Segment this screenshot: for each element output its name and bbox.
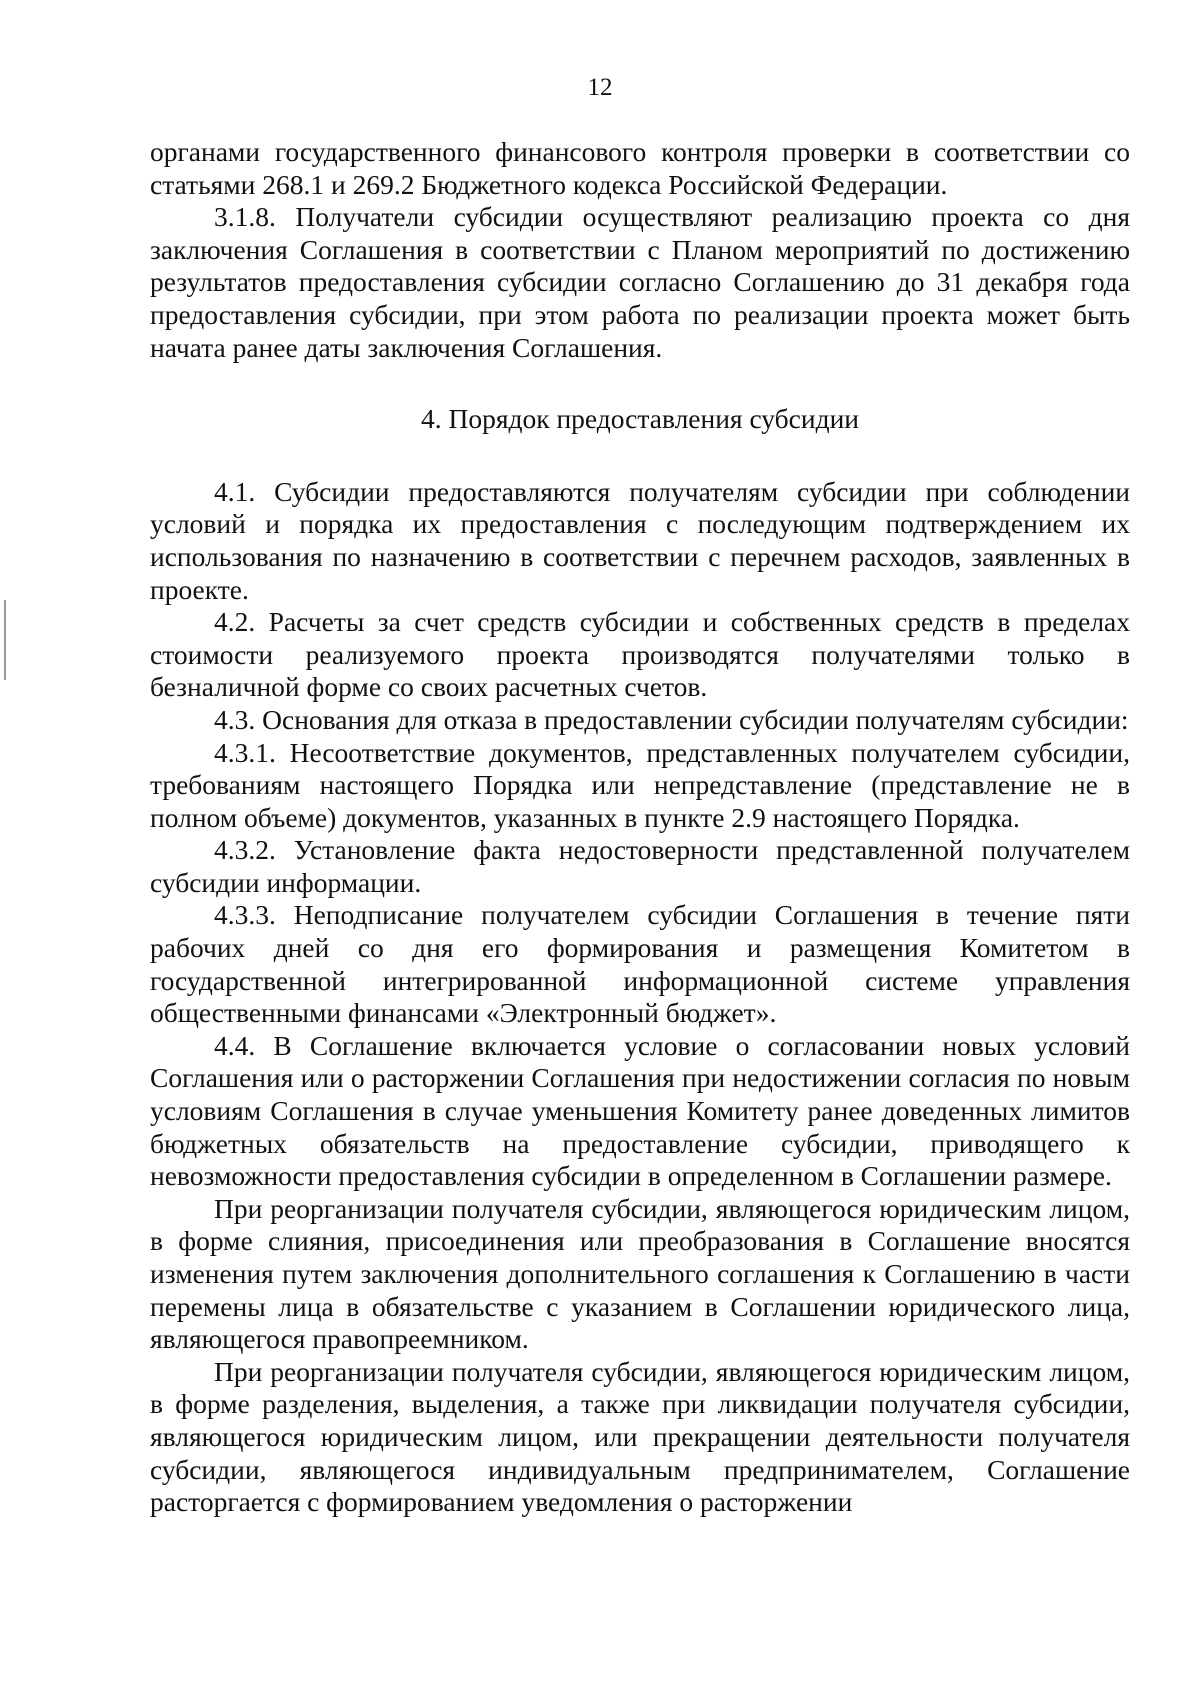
page-number: 12 (587, 74, 613, 101)
paragraph-4-2: 4.2. Расчеты за счет средств субсидии и собственных средств в пределах стоимости реализуемого проекта производятся получателями только в безналичной форме со своих расчетных счетов. (150, 606, 1130, 703)
paragraph-4-3-3: 4.3.3. Неподписание получателем субсидии Соглашения в течение пяти рабочих дней со дня его формирования и размещения Комитетом в государственной интегрированной информационной системе управления общественными финансами «Электронный бюджет». (150, 899, 1130, 1029)
paragraph-4-3-2: 4.3.2. Установление факта недостоверности представленной получателем субсидии информации. (150, 834, 1130, 898)
paragraph-reorganization-merger: При реорганизации получателя субсидии, являющегося юридическим лицом, в форме слияния, присоединения или преобразования в Соглашение вносятся изменения путем заключения дополнительного соглашения к Соглашению в части перемены лица в обязательстве с указанием в Соглашении юридического лица, являющегося правопреемником. (150, 1192, 1130, 1355)
paragraph-3-1-8: 3.1.8. Получатели субсидии осуществляют реализацию проекта со дня заключения Соглашения в соответствии с Планом мероприятий по достижению результатов предоставления субсидии согласно Соглашению до 31 декабря года предоставления субсидии, при этом работа по реализации проекта может быть начата ранее даты заключения Соглашения. (150, 201, 1130, 363)
paragraph-4-4: 4.4. В Соглашение включается условие о согласовании новых условий Соглашения или о расторжении Соглашения при недостижении согласия по новым условиям Соглашения в случае уменьшения Комитету ранее доведенных лимитов бюджетных обязательств на предоставление субсидии, приводящего к невозможности предоставления субсидии в определенном в Соглашении размере. (150, 1029, 1130, 1192)
paragraph-continuation: органами государственного финансового контроля проверки в соответствии со статьями 268.1 и 269.2 Бюджетного кодекса Российской Федерации. (150, 136, 1130, 200)
paragraph-4-3-1: 4.3.1. Несоответствие документов, представленных получателем субсидии, требованиям настоящего Порядка или непредставление (представление не в полном объеме) документов, указанных в пункте 2.9 настоящего Порядка. (150, 736, 1130, 833)
section-heading: 4. Порядок предоставления субсидии (420, 403, 860, 435)
scan-edge-mark (4, 600, 6, 680)
document-body (150, 136, 1130, 1519)
paragraph-4-3: 4.3. Основания для отказа в предоставлении субсидии получателям субсидии: (214, 703, 1129, 735)
paragraph-4-1: 4.1. Субсидии предоставляются получателям субсидии при соблюдении условий и порядка их предоставления с последующим подтверждением их использования по назначению в соответствии с перечнем расходов, заявленных в проекте. (150, 475, 1130, 605)
paragraph-reorganization-division: При реорганизации получателя субсидии, являющегося юридическим лицом, в форме разделения, выделения, а также при ликвидации получателя субсидии, являющегося юридическим лицом, или прекращении деятельности получателя субсидии, являющегося индивидуальным предпринимателем, Соглашение расторгается с формированием уведомления о расторжении (150, 1355, 1130, 1518)
